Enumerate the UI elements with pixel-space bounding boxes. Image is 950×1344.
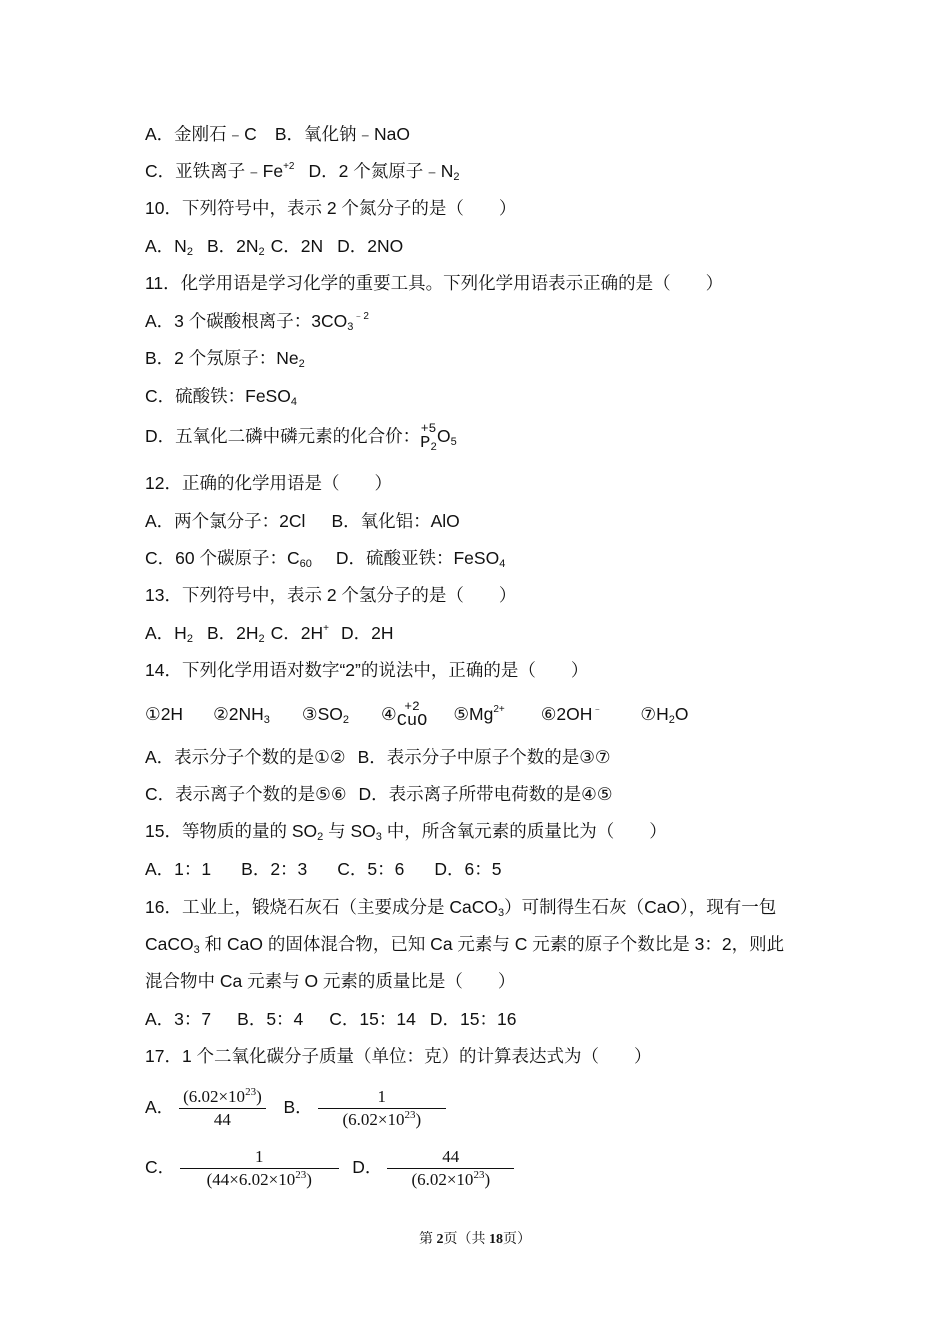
page-footer: 第 2页（共 18页）	[419, 1232, 531, 1247]
option-a: A．两个氯分子：2Cl	[145, 511, 306, 531]
q11-option-c: C．硫酸铁：FeSO$_4$	[145, 386, 297, 408]
option-d-label: D．	[352, 1157, 383, 1178]
q16-options	[145, 1008, 516, 1030]
page-total: 18	[489, 1232, 503, 1247]
q12-options-row2: C．60 个碳原子：$C_{60}$ D．硫酸亚铁：FeSO$_4$	[145, 548, 506, 570]
valence-cuo: +2 CuO	[396, 699, 428, 731]
option-c: C．15：14	[329, 1009, 416, 1029]
option-c: C．表示离子个数的是⑤⑥	[145, 784, 347, 804]
q10-stem: 10．下列符号中，表示 2 个氮分子的是（ ）	[145, 198, 517, 218]
option-b: B．2H	[206, 623, 259, 643]
option-d: D．2H	[340, 623, 394, 643]
page-number: 2	[436, 1232, 444, 1247]
q14-stem: 14．下列化学用语对数字“2”的说法中，正确的是（ ）	[145, 660, 589, 680]
option-b: B．5：4	[237, 1009, 304, 1029]
q9-options-row1	[145, 123, 410, 145]
option-a: A．1：1	[145, 859, 212, 879]
option-b: 氧化钠﹣NaO	[304, 124, 410, 144]
q11-option-d: D．五氧化二磷中磷元素的化合价： +5 $P_2$ $O_5$	[145, 421, 457, 454]
q12-options-row1	[145, 510, 460, 532]
option-d: D．硫酸亚铁：FeSO	[335, 548, 500, 568]
option-b: B．2N	[206, 236, 259, 256]
q11-option-a: A．3 个碳酸根离子：$3CO_3^{﹣2}$	[145, 311, 369, 333]
q13-options: A．$H_2$ B．$2H_2$ C．2H+ D．2H	[145, 623, 394, 645]
option-b: B．表示分子中原子个数的是③⑦	[357, 747, 611, 767]
item-4: ④	[381, 704, 397, 725]
option-c: C．2H	[270, 623, 324, 643]
item-5: ⑤Mg	[453, 704, 494, 725]
option-a: A．3：7	[145, 1009, 212, 1029]
option-a-label: A．	[145, 1097, 175, 1118]
option-d: 2 个氮原子﹣N	[338, 161, 454, 181]
option-a: A．H	[145, 623, 187, 643]
option-a: A．N	[145, 236, 187, 256]
q15-stem: 15．等物质的量的 $SO_2$ 与 $SO_3$ 中，所含氧元素的质量比为（ ）	[145, 821, 667, 843]
q17-stem: 17．1 个二氧化碳分子质量（单位：克）的计算表达式为（ ）	[145, 1046, 652, 1066]
item-2: ②2NH	[213, 704, 264, 725]
q17-options-row2	[145, 1147, 514, 1190]
option-b-fraction: $\frac{1}{(6.02\times 10^{23})}$	[318, 1087, 447, 1130]
item-3: ③SO	[301, 704, 343, 725]
q16-stem-line2: CaCO$_3$ 和 CaO 的固体混合物，已知 Ca 元素与 C 元素的原子个数比是 3：2，则此	[145, 934, 785, 956]
q14-options-row1	[145, 746, 611, 768]
option-d: D．2NO	[337, 236, 404, 256]
option-c-label: C．	[145, 1157, 176, 1178]
q16-stem-line1: 16．工业上，锻烧石灰石（主要成分是 CaCO$_3$）可制得生石灰（CaO），现有一包	[145, 897, 777, 919]
option-d-label: D．	[308, 161, 339, 181]
q17-options-row1	[145, 1087, 446, 1130]
q11-option-b: B．2 个氖原子：$Ne_2$	[145, 348, 305, 370]
option-d: D．15：16	[429, 1009, 517, 1029]
item-7: ⑦H	[640, 704, 669, 725]
q11-stem: 11．化学用语是学习化学的重要工具。下列化学用语表示正确的是（ ）	[145, 273, 724, 293]
q16-stem-line3: 混合物中 Ca 元素与 O 元素的质量比是（ ）	[145, 971, 516, 991]
q15-options	[145, 858, 502, 880]
option-a: A．金刚石﹣C	[145, 124, 257, 144]
option-a: A．表示分子个数的是①②	[145, 747, 346, 767]
option-b: B．2：3	[241, 859, 308, 879]
option-d-fraction: $\frac{44}{(6.02\times 10^{23})}$	[387, 1147, 514, 1190]
q14-options-row2	[145, 783, 613, 805]
option-c: C．亚铁离子﹣Fe	[145, 161, 284, 181]
q10-options: A．$N_2$ B．$2N_2$ C．2N D．2NO	[145, 236, 404, 258]
item-1: ①2H	[145, 704, 184, 725]
option-c: C．5：6	[337, 859, 405, 879]
option-a-fraction: $\frac{(6.02\times 10^{23})}{44}$	[179, 1087, 266, 1130]
option-c: C．60 个碳原子：C	[145, 548, 300, 568]
option-b-label: B．	[274, 124, 304, 144]
valence-formula: +5 $P_2$	[420, 421, 437, 454]
q14-items: ①2H $②2NH_3$ $③SO_2$ ④ +2 CuO $⑤Mg^{2+}$ ⑥2OH﹣ $⑦H_2O$	[145, 699, 689, 731]
q12-stem: 12．正确的化学用语是（ ）	[145, 473, 392, 493]
option-d: D．6：5	[434, 859, 502, 879]
option-c: C．2N	[270, 236, 324, 256]
option-d: D．表示离子所带电荷数的是④⑤	[358, 784, 613, 804]
option-b-label: B．	[283, 1097, 313, 1118]
q9-options-row2: C．亚铁离子$﹣Fe^{+2}$ D．2 个氮原子$﹣N_2$	[145, 161, 460, 183]
option-b: B．氧化铝：AlO	[331, 511, 460, 531]
q13-stem: 13．下列符号中，表示 2 个氢分子的是（ ）	[145, 585, 517, 605]
option-c-fraction: $\frac{1}{(44\times 6.02\times 10^{23})}$	[180, 1147, 339, 1190]
item-6: ⑥2OH	[540, 704, 593, 725]
